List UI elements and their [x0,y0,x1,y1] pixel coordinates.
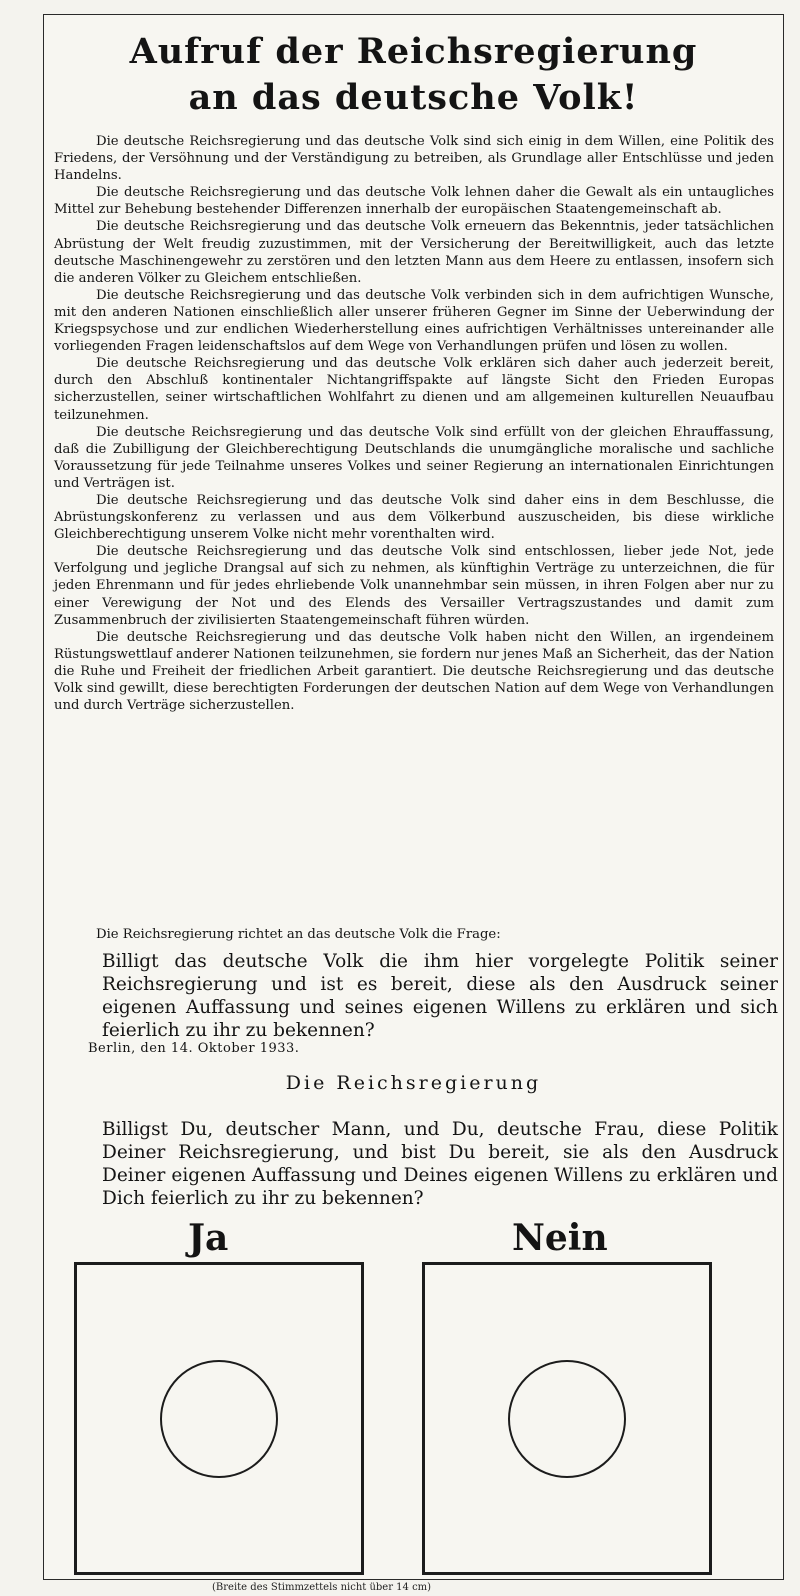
paragraph: Die deutsche Reichsregierung und das deutsche Volk sind daher eins in dem Beschlusse, die Abrüstungskonferenz zu verlassen und aus dem Völkerbund auszuscheiden, bis diese wirkliche Gleichberechtigung unserem Volke nicht mehr vorenthalten wird. [54,492,774,543]
ballot-question: Billigst Du, deutscher Mann, und Du, deutsche Frau, diese Politik Deiner Reichsregierung, und bist Du bereit, sie als den Ausdruck Deiner eigenen Auffassung und Deines eigenen Willens zu erklären und Dich feierlich zu ihr zu bekennen? [102,1119,778,1209]
no-vote-circle[interactable] [508,1360,626,1478]
paragraph: Die deutsche Reichsregierung und das deutsche Volk sind entschlossen, lieber jede Not, jede Verfolgung und jegliche Drangsal auf sich zu nehmen, als künftighin Verträge zu unterzeichnen, die für jeden Ehrenmann und für jedes ehrliebende Volk unannehmbar sein müssen, in ihren Folgen aber nur zu einer Verewigung der Not und des Elends des Versailler Vertragszustandes und damit zum Zusammenbruch der zivilisierten Staatengemeinschaft führen würden. [54,544,774,628]
proclamation-body [54,133,774,714]
yes-vote-circle[interactable] [160,1360,278,1478]
ballot-sheet [43,14,784,1580]
paragraph: Die deutsche Reichsregierung und das deutsche Volk sind sich einig in dem Willen, eine Politik des Friedens, der Versöhnung und der Verständigung zu betreiben, als Grundlage aller Entschlüsse und jeden Handelns. [54,134,774,184]
document-title [44,29,783,121]
paragraph: Die deutsche Reichsregierung und das deutsche Volk erneuern das Bekenntnis, jeder tatsächlichen Abrüstung der Welt freudig zuzustimmen, mit der Versicherung der Bereitwilligkeit, auch das letzte deutsche Maschinengewehr zu zerstören und den letzten Mann aus dem Heere zu entlassen, insofern sich die anderen Völker zu Gleichem entschließen. [54,219,774,286]
question-intro: Die Reichsregierung richtet an das deutsche Volk die Frage: [96,927,501,942]
referendum-question: Billigt das deutsche Volk die ihm hier vorgelegte Politik seiner Reichsregierung und ist es bereit, diese als den Ausdruck seiner eigenen Auffassung und seines eigenen Willens zu erklären und sich feierlich zu ihr zu bekennen? [102,951,778,1041]
no-label: Nein [512,1217,608,1259]
paragraph: Die deutsche Reichsregierung und das deutsche Volk erklären sich daher auch jederzeit bereit, durch den Abschluß kontinentaler Nichtangriffspakte auf längste Sicht den Frieden Europas sicherzustellen, seiner wirtschaftlichen Wohlfahrt zu dienen und am allgemeinen kulturellen Neuaufbau teilzunehmen. [54,356,774,423]
dateline: Berlin, den 14. Oktober 1933. [88,1041,300,1056]
yes-label: Ja [188,1217,229,1259]
no-box [422,1262,712,1575]
paragraph: Die deutsche Reichsregierung und das deutsche Volk lehnen daher die Gewalt als ein untaugliches Mittel zur Behebung bestehender Differenzen innerhalb der europäischen Staatengemeinschaft ab. [54,185,774,218]
paragraph: Die deutsche Reichsregierung und das deutsche Volk sind erfüllt von der gleichen Ehrauffassung, daß die Zubilligung der Gleichberechtigung Deutschlands die unumgängliche moralische und sachliche Voraussetzung für jede Teilnahme unseres Volkes und seiner Regierung an internationalen Einrichtungen und Verträgen ist. [54,424,774,491]
signature: Die Reichsregierung [285,1072,542,1094]
paragraph: Die deutsche Reichsregierung und das deutsche Volk haben nicht den Willen, an irgendeinem Rüstungswettlauf anderer Nationen teilzunehmen, sie fordern nur jenes Maß an Sicherheit, das der Nation die Ruhe und Freiheit der friedlichen Arbeit garantiert. Die deutsche Reichsregierung und das deutsche Volk sind gewillt, diese berechtigten Forderungen der deutschen Nation auf dem Wege von Verhandlungen und durch Verträge sicherzustellen. [54,629,774,714]
footnote: (Breite des Stimmzettels nicht über 14 cm) [212,1582,432,1593]
title-line-1: Aufruf der Reichsregierung [129,31,698,72]
paragraph: Die deutsche Reichsregierung und das deutsche Volk verbinden sich in dem aufrichtigen Wunsche, mit den anderen Nationen einschließlich aller unserer früheren Gegner im Sinne der Ueberwindung der Kriegspsychose und zur endlichen Wiederherstellung eines aufrichtigen Verhältnisses untereinander alle vorliegenden Fragen leidenschaftslos auf dem Wege von Verhandlungen prüfen und lösen zu wollen. [54,287,774,355]
title-line-2: an das deutsche Volk! [188,77,639,118]
yes-box [74,1262,364,1575]
